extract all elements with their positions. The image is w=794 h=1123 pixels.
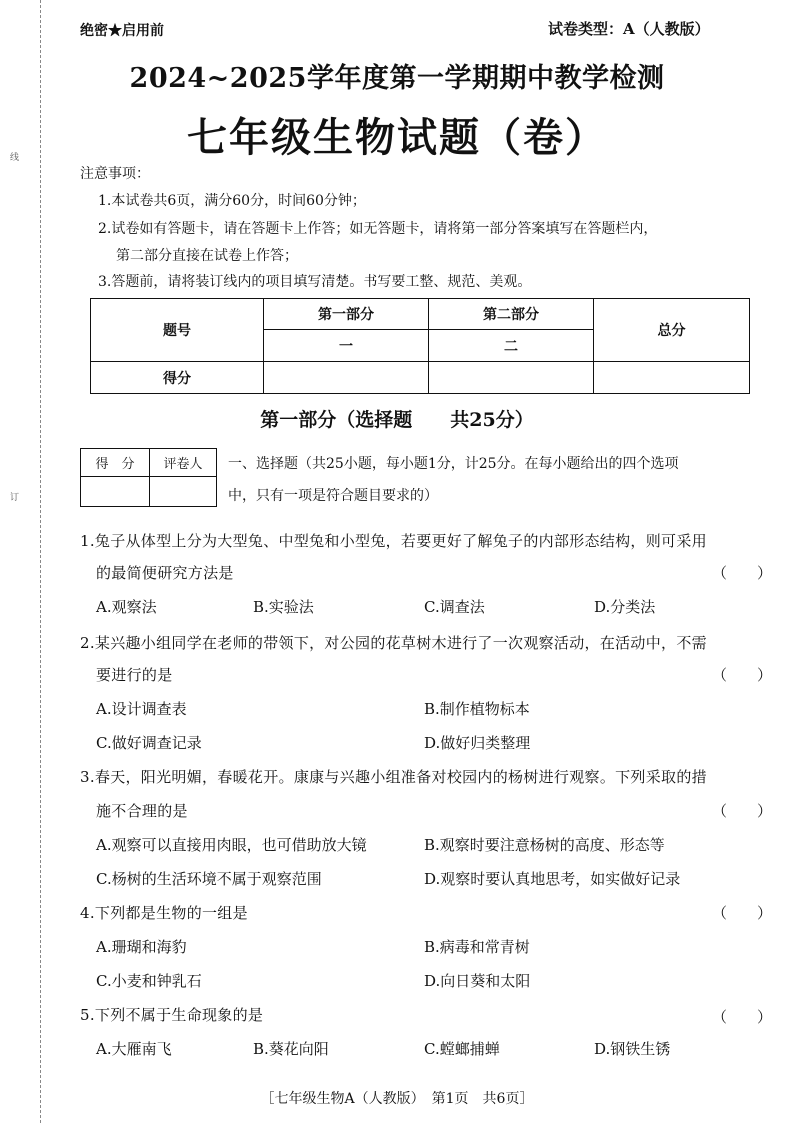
answer-paren-3: （ ）: [712, 802, 773, 820]
q1-option-b: B.实验法: [253, 598, 314, 616]
score-table-tihao: 题号: [91, 299, 264, 362]
score-cell-part2: [429, 362, 594, 394]
q3-option-d: D.观察时要认真地思考，如实做好记录: [424, 870, 681, 888]
score-table-defen: 得分: [91, 362, 264, 394]
question-3-line1: 3.春天，阳光明媚，春暖花开。康康与兴趣小组准备对校园内的杨树进行观察。下列采取的措: [80, 768, 707, 786]
q4-option-d: D.向日葵和太阳: [424, 972, 531, 990]
q2-option-d: D.做好归类整理: [424, 734, 531, 752]
answer-paren-5: （ ）: [712, 1008, 773, 1026]
score-table-part1: 第一部分: [264, 299, 429, 330]
score-table-two: 二: [429, 330, 594, 362]
score-cell-part1: [264, 362, 429, 394]
section1-instruction-line2: 中，只有一项是符合题目要求的）: [228, 488, 438, 504]
answer-paren-2: （ ）: [712, 666, 773, 684]
binding-mark-xian: 线: [10, 153, 20, 163]
q5-option-b: B.葵花向阳: [253, 1040, 329, 1058]
notes-heading: 注意事项：: [80, 166, 150, 182]
grader-box: [80, 448, 217, 507]
section1-instruction-line1: 一、选择题（共25小题，每小题1分，计25分。在每小题给出的四个选项: [228, 456, 679, 472]
grader-name-label: 评卷人: [150, 449, 217, 477]
q2-option-b: B.制作植物标本: [424, 700, 530, 718]
note-item-2: 2.试卷如有答题卡，请在答题卡上作答；如无答题卡，请将第一部分答案填写在答题栏内，: [98, 221, 658, 237]
secret-label: 绝密★启用前: [80, 23, 164, 39]
answer-paren-4: （ ）: [712, 904, 773, 922]
q1-option-a: A.观察法: [96, 598, 157, 616]
q1-option-d: D.分类法: [594, 598, 656, 616]
q1-option-c: C.调查法: [424, 598, 485, 616]
question-2-line2: 要进行的是: [96, 666, 173, 684]
note-item-3: 3.答题前，请将装订线内的项目填写清楚。书写要工整、规范、美观。: [98, 274, 532, 290]
note-item-2-cont: 第二部分直接在试卷上作答；: [116, 248, 298, 264]
grader-score-label: 得 分: [81, 449, 150, 477]
question-2-line1: 2.某兴趣小组同学在老师的带领下，对公园的花草树木进行了一次观察活动，在活动中，不需: [80, 634, 707, 652]
q4-option-c: C.小麦和钟乳石: [96, 972, 202, 990]
q3-option-a: A.观察可以直接用肉眼，也可借助放大镜: [96, 836, 367, 854]
note-item-1: 1.本试卷共6页，满分60分，时间60分钟；: [98, 193, 366, 209]
q5-option-c: C.螳螂捕蝉: [424, 1040, 500, 1058]
question-5-line1: 5.下列不属于生命现象的是: [80, 1006, 264, 1024]
score-table-total: 总分: [594, 299, 750, 362]
question-4-line1: 4.下列都是生物的一组是: [80, 904, 248, 922]
q4-option-a: A.珊瑚和海豹: [96, 938, 187, 956]
q3-option-b: B.观察时要注意杨树的高度、形态等: [424, 836, 665, 854]
part1-title: 第一部分（选择题 共25分）: [260, 409, 534, 431]
score-table: [90, 298, 750, 394]
grader-name-cell: [150, 477, 217, 507]
q2-option-a: A.设计调查表: [96, 700, 187, 718]
q5-option-d: D.钢铁生锈: [594, 1040, 671, 1058]
score-table-one: 一: [264, 330, 429, 362]
subject-title: 七年级生物试题（卷）: [187, 115, 607, 161]
exam-title: 2024~2025学年度第一学期期中教学检测: [129, 63, 665, 94]
binding-mark-ding: 订: [10, 493, 20, 503]
grader-score-cell: [81, 477, 150, 507]
q4-option-b: B.病毒和常青树: [424, 938, 530, 956]
q2-option-c: C.做好调查记录: [96, 734, 202, 752]
paper-type-label: 试卷类型：A（人教版）: [548, 20, 710, 38]
question-1-line1: 1.兔子从体型上分为大型兔、中型兔和小型兔，若要更好了解兔子的内部形态结构，则可采用: [80, 532, 707, 550]
question-3-line2: 施不合理的是: [96, 802, 188, 820]
question-1-line2: 的最简便研究方法是: [96, 564, 234, 582]
q5-option-a: A.大雁南飞: [96, 1040, 172, 1058]
score-table-part2: 第二部分: [429, 299, 594, 330]
score-cell-total: [594, 362, 750, 394]
q3-option-c: C.杨树的生活环境不属于观察范围: [96, 870, 322, 888]
answer-paren-1: （ ）: [712, 564, 773, 582]
binding-line: [40, 0, 41, 1123]
page-footer: ［七年级生物A（人教版） 第1页 共6页］: [260, 1091, 534, 1107]
